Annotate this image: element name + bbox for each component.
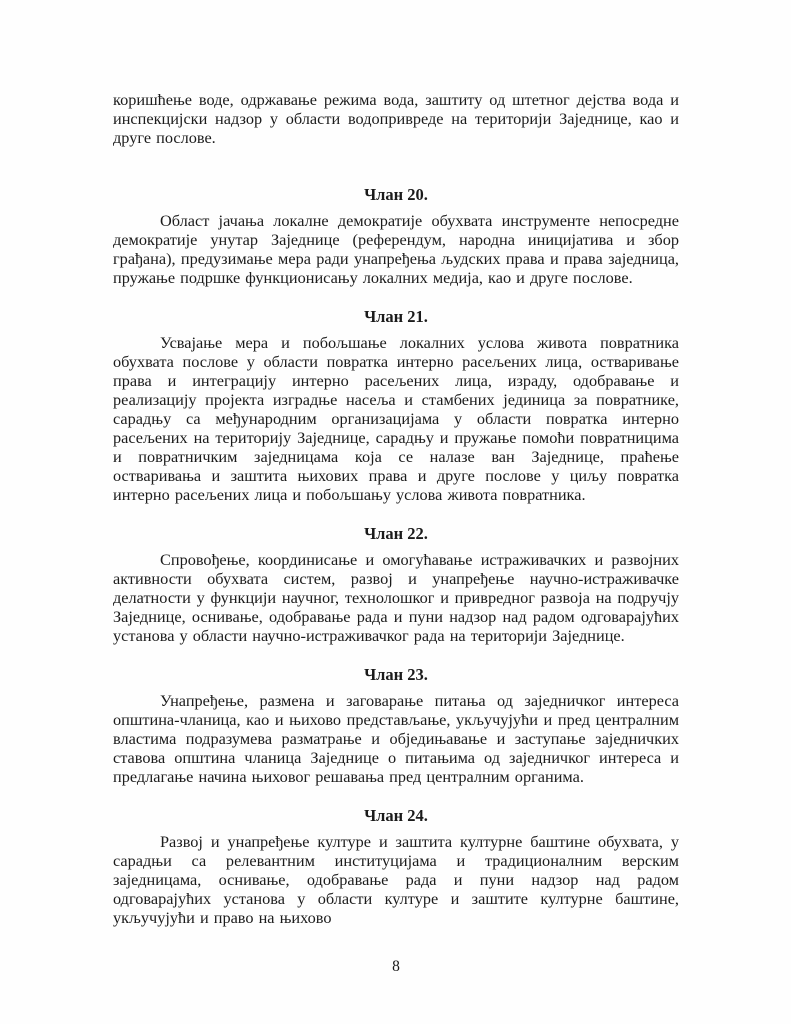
article-21 <box>113 307 679 504</box>
article-21-body: Усвајање мера и побољшање локалних услова живота повратника обухвата послове у области повратка интерно расељених лица, остваривање права и интеграцију интерно расељених лица, израду, одобравање и реализацију пројекта изградње насеља и стамбених јединица за повратнике, сарадњу са међународним организацијама у области повратка интерно расељених на територију Заједнице, сарадњу и пружање помоћи повратницима и повратничким заједницама која се налазе ван Заједнице, праћење остваривања и заштита њихових права и друге послове у циљу повратка интерно расељених лица и побољшању услова живота повратника. <box>113 333 679 504</box>
page-number: 8 <box>392 958 400 975</box>
article-24 <box>113 806 679 927</box>
article-23 <box>113 665 679 786</box>
article-22-body: Спровођење, координисање и омогућавање истраживачких и развојних активности обухвата систем, развој и унапређење научно-истраживачке делатности у функцији научног, технолошког и привредног развоја на подручју Заједнице, оснивање, одобравање рада и пуни надзор над радом одговарајућих установа у области научно-истраживачког рада на територији Заједнице. <box>113 550 679 645</box>
article-20-heading: Члан 20. <box>364 185 428 204</box>
article-20-body: Област јачања локалне демократије обухвата инструменте непосредне демократије унутар Заједнице (референдум, народна иницијатива и збор грађана), предузимање мера ради унапређења људских права и права заједница, пружање подршке функционисању локалних медија, као и друге послове. <box>113 211 679 287</box>
article-20 <box>113 185 679 287</box>
article-24-heading: Члан 24. <box>364 806 428 825</box>
article-24-body: Развој и унапређење културе и заштита културне баштине обухвата, у сарадњи са релевантним институцијама и традиционалним верским заједницама, оснивање, одобравање рада и пуни надзор над радом одговарајућих установа у области културе и заштите културне баштине, укључујући и право на њихово <box>113 832 679 927</box>
article-21-heading: Члан 21. <box>364 307 428 326</box>
paragraph-continuation: коришћење воде, одржавање режима вода, заштиту од штетног дејства вода и инспекцијски надзор у области водопривреде на територији Заједнице, као и друге послове. <box>113 90 679 147</box>
article-23-body: Унапређење, размена и заговарање питања од заједничког интереса општина-чланица, као и њихово представљање, укључујући и пред централним властима подразумева разматрање и обједињавање и заступање заједничких ставова општина чланица Заједнице о питањима од заједничког интереса и предлагање начина њиховог решавања пред централним органима. <box>113 691 679 786</box>
article-22 <box>113 524 679 645</box>
article-23-heading: Члан 23. <box>364 665 428 684</box>
article-22-heading: Члан 22. <box>364 524 428 543</box>
